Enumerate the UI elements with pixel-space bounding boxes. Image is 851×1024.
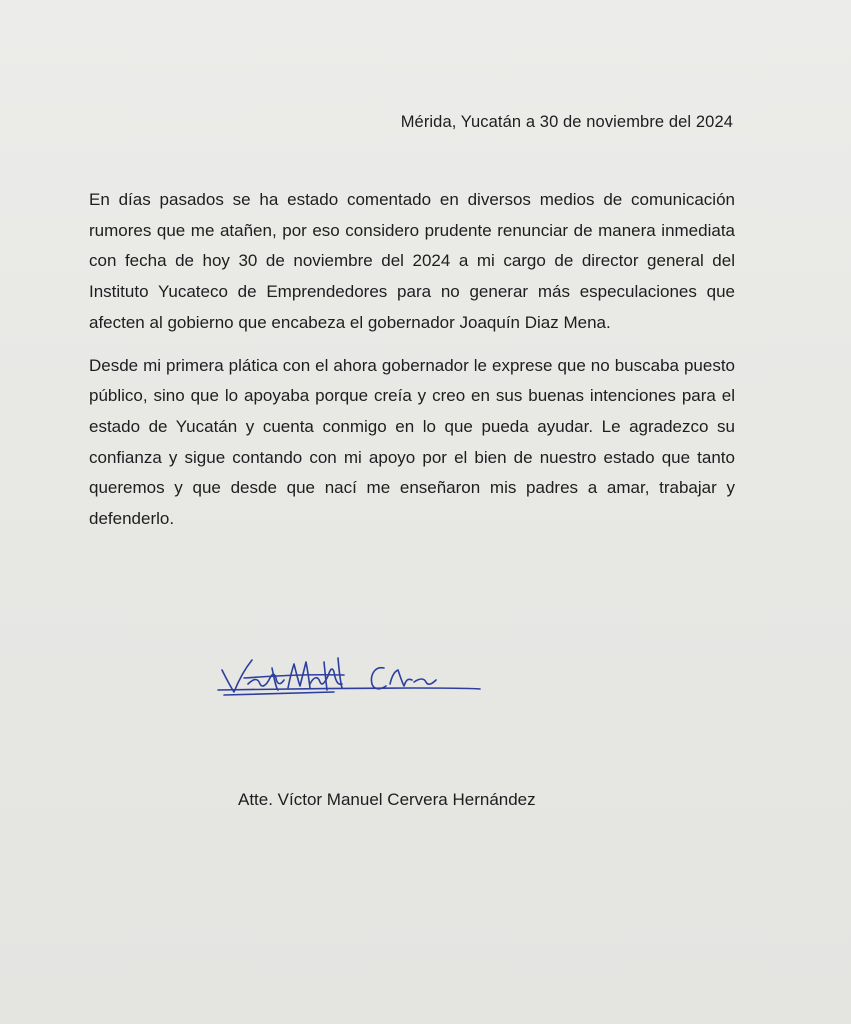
- paragraph-support: Desde mi primera plática con el ahora gobernador le exprese que no buscaba puesto público, sino que lo apoyaba porque creía y creo en sus buenas intenciones para el estado de Yucatán y cuenta conmigo en lo que pueda ayudar. Le agradezco su confianza y sigue contando con mi apoyo por el bien de nuestro estado que tanto queremos y que desde que nací me enseñaron mis padres a amar, trabajar y defenderlo.: [89, 355, 735, 529]
- handwritten-signature: [214, 648, 489, 708]
- letter-body: [89, 185, 735, 547]
- date-line: Mérida, Yucatán a 30 de noviembre del 2024: [400, 113, 733, 131]
- signoff-name: Atte. Víctor Manuel Cervera Hernández: [238, 790, 536, 809]
- paragraph-resignation: En días pasados se ha estado comentado en diversos medios de comunicación rumores que me atañen, por eso considero prudente renunciar de manera inmediata con fecha de hoy 30 de noviembre del 2024 a mi cargo de director general del Instituto Yucateco de Emprendedores para no generar más especulaciones que afecten al gobierno que encabeza el gobernador Joaquín Diaz Mena.: [89, 190, 735, 332]
- signature-icon: [214, 648, 489, 708]
